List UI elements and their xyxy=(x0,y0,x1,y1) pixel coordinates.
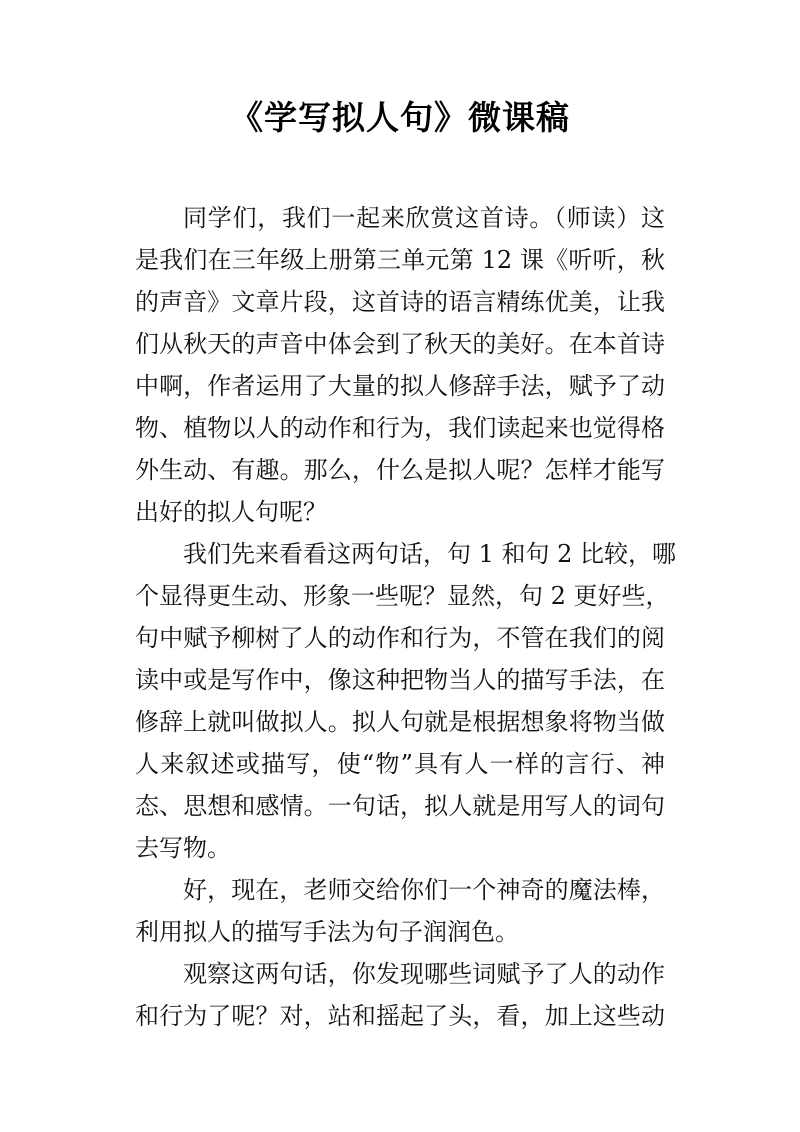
paragraph-4-line-2: 和行为了呢？对，站和摇起了头，看，加上这些动 xyxy=(135,1002,665,1030)
paragraph-1-line-4: 们从秋天的声音中体会到了秋天的美好。在本首诗 xyxy=(135,330,665,358)
document-title: 《学写拟人句》微课稿 xyxy=(230,98,570,137)
paragraph-2-line-4: 读中或是写作中，像这种把物当人的描写手法，在 xyxy=(135,666,665,694)
paragraph-1-line-3: 的声音》文章片段，这首诗的语言精练优美，让我 xyxy=(135,288,665,316)
paragraph-2-line-5: 修辞上就叫做拟人。拟人句就是根据想象将物当做 xyxy=(135,708,665,736)
paragraph-2-line-1: 我们先来看看这两句话，句 1 和句 2 比较，哪 xyxy=(183,540,677,568)
paragraph-2-line-3: 句中赋予柳树了人的动作和行为，不管在我们的阅 xyxy=(135,624,665,652)
paragraph-2-line-7: 态、思想和感情。一句话，拟人就是用写人的词句 xyxy=(135,792,665,820)
paragraph-3-line-2: 利用拟人的描写手法为句子润润色。 xyxy=(135,918,519,946)
paragraph-2-line-6: 人来叙述或描写，使“物”具有人一样的言行、神 xyxy=(135,750,665,778)
paragraph-3-line-1: 好，现在，老师交给你们一个神奇的魔法棒， xyxy=(183,876,665,904)
paragraph-1-line-2: 是我们在三年级上册第三单元第 12 课《听听，秋 xyxy=(135,246,665,274)
paragraph-1-line-1: 同学们，我们一起来欣赏这首诗。（师读）这 xyxy=(183,204,665,232)
paragraph-1-line-6: 物、植物以人的动作和行为，我们读起来也觉得格 xyxy=(135,414,665,442)
paragraph-1-line-7: 外生动、有趣。那么，什么是拟人呢？怎样才能写 xyxy=(135,456,665,484)
paragraph-2-line-2: 个显得更生动、形象一些呢？显然，句 2 更好些， xyxy=(135,582,670,610)
paragraph-4-line-1: 观察这两句话，你发现哪些词赋予了人的动作 xyxy=(183,960,665,988)
paragraph-1-line-5: 中啊，作者运用了大量的拟人修辞手法，赋予了动 xyxy=(135,372,665,400)
paragraph-2-line-8: 去写物。 xyxy=(135,834,231,862)
paragraph-1-line-8: 出好的拟人句呢？ xyxy=(135,498,327,526)
